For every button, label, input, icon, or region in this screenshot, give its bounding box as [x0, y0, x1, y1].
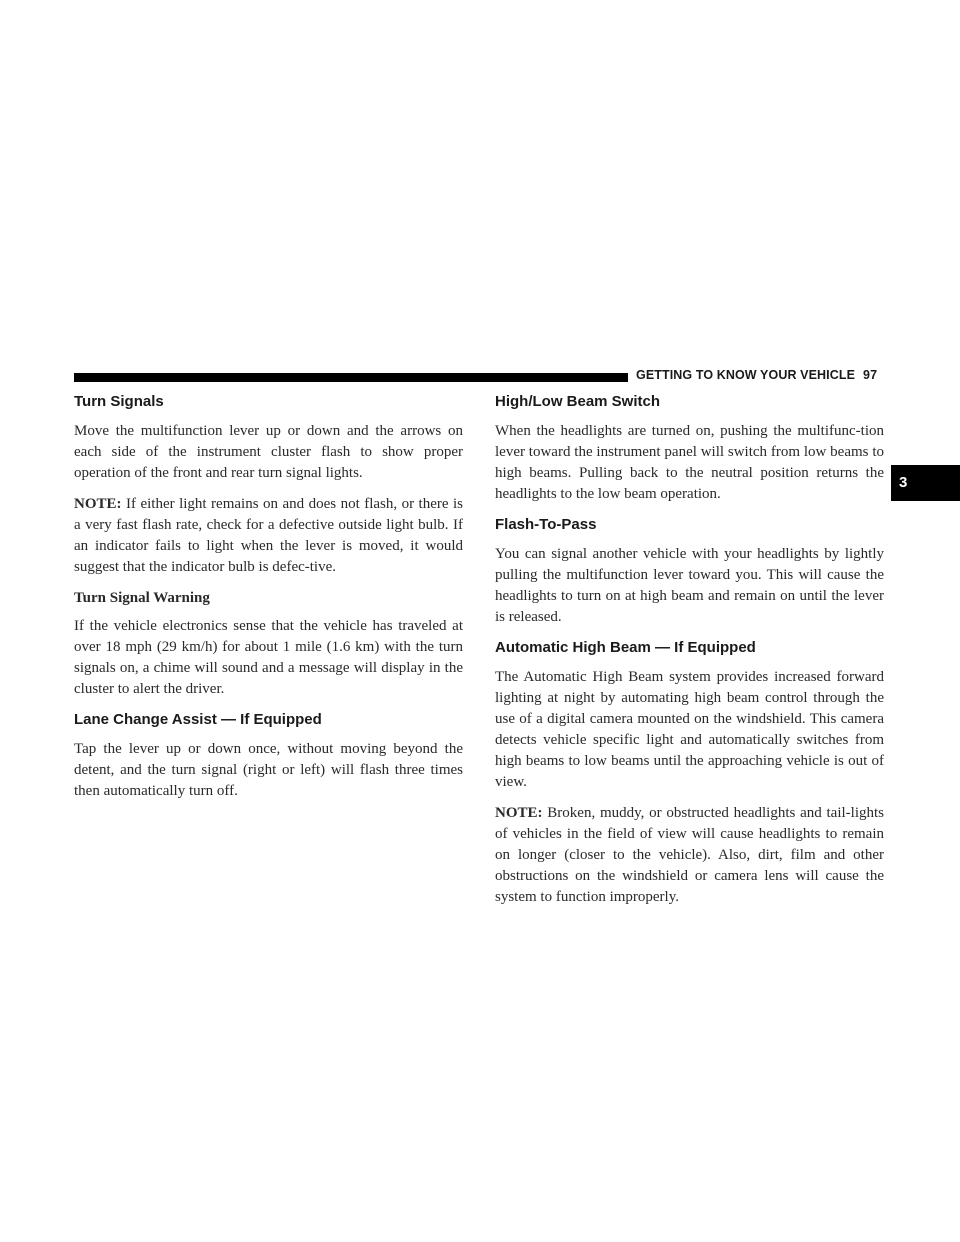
note-label: NOTE: — [74, 496, 122, 512]
running-header — [636, 368, 886, 382]
turn-signal-warning-heading: Turn Signal Warning — [74, 590, 210, 606]
lane-change-heading: Lane Change Assist — If Equipped — [74, 711, 322, 728]
header-rule — [74, 373, 628, 382]
turn-signals-paragraph: Move the multifunction lever up or down and the arrows on each side of the instrument cluster flash to show proper operation of the front and rear turn signal lights. — [74, 423, 463, 481]
automatic-high-beam-heading: Automatic High Beam — If Equipped — [495, 639, 756, 656]
chapter-tab: 3 — [891, 465, 960, 501]
note-text: Broken, muddy, or obstructed headlights and tail-lights of vehicles in the field of view will cause headlights to remain on longer (closer to the vehicle). Also, dirt, film and other obstructions on the windshield or camera lens will cause the system to function improperly. — [495, 805, 884, 905]
left-column — [74, 392, 463, 812]
flash-to-pass-heading: Flash-To-Pass — [495, 516, 597, 533]
turn-signal-warning-paragraph: If the vehicle electronics sense that the vehicle has traveled at over 18 mph (29 km/h) for about 1 mile (1.6 km) with the turn signals on, a chime will sound and a message will display in the cluster to alert the driver. — [74, 618, 463, 697]
right-column — [495, 392, 884, 918]
note-label: NOTE: — [495, 805, 543, 821]
lane-change-paragraph: Tap the lever up or down once, without moving beyond the detent, and the turn signal (right or left) will flash three times then automatically turn off. — [74, 741, 463, 799]
note-paragraph — [74, 494, 463, 578]
flash-to-pass-paragraph: You can signal another vehicle with your headlights by lightly pulling the multifunction lever toward you. This will cause the headlights to turn on at high beam and remain on until the lever is released. — [495, 546, 884, 625]
high-low-beam-paragraph: When the headlights are turned on, pushing the multifunc-tion lever toward the instrument panel will switch from low beams to high beams. Pulling back to the neutral position returns the headlights to the low beam operation. — [495, 423, 884, 502]
turn-signals-heading: Turn Signals — [74, 393, 164, 410]
page-number: 97 — [863, 368, 878, 382]
high-low-beam-heading: High/Low Beam Switch — [495, 393, 661, 410]
section-title: GETTING TO KNOW YOUR VEHICLE — [636, 368, 856, 382]
automatic-high-beam-paragraph: The Automatic High Beam system provides increased forward lighting at night by automating high beam control through the use of a digital camera mounted on the windshield. This camera detects vehicle specific light and automatically switches from high beams to low beams until the approaching vehicle is out of view. — [495, 669, 884, 790]
note-paragraph — [495, 803, 884, 908]
note-text: If either light remains on and does not flash, or there is a very fast flash rate, check for a defective outside light bulb. If an indicator fails to light when the lever is moved, it would suggest that the indicator bulb is defec-tive. — [74, 496, 464, 575]
